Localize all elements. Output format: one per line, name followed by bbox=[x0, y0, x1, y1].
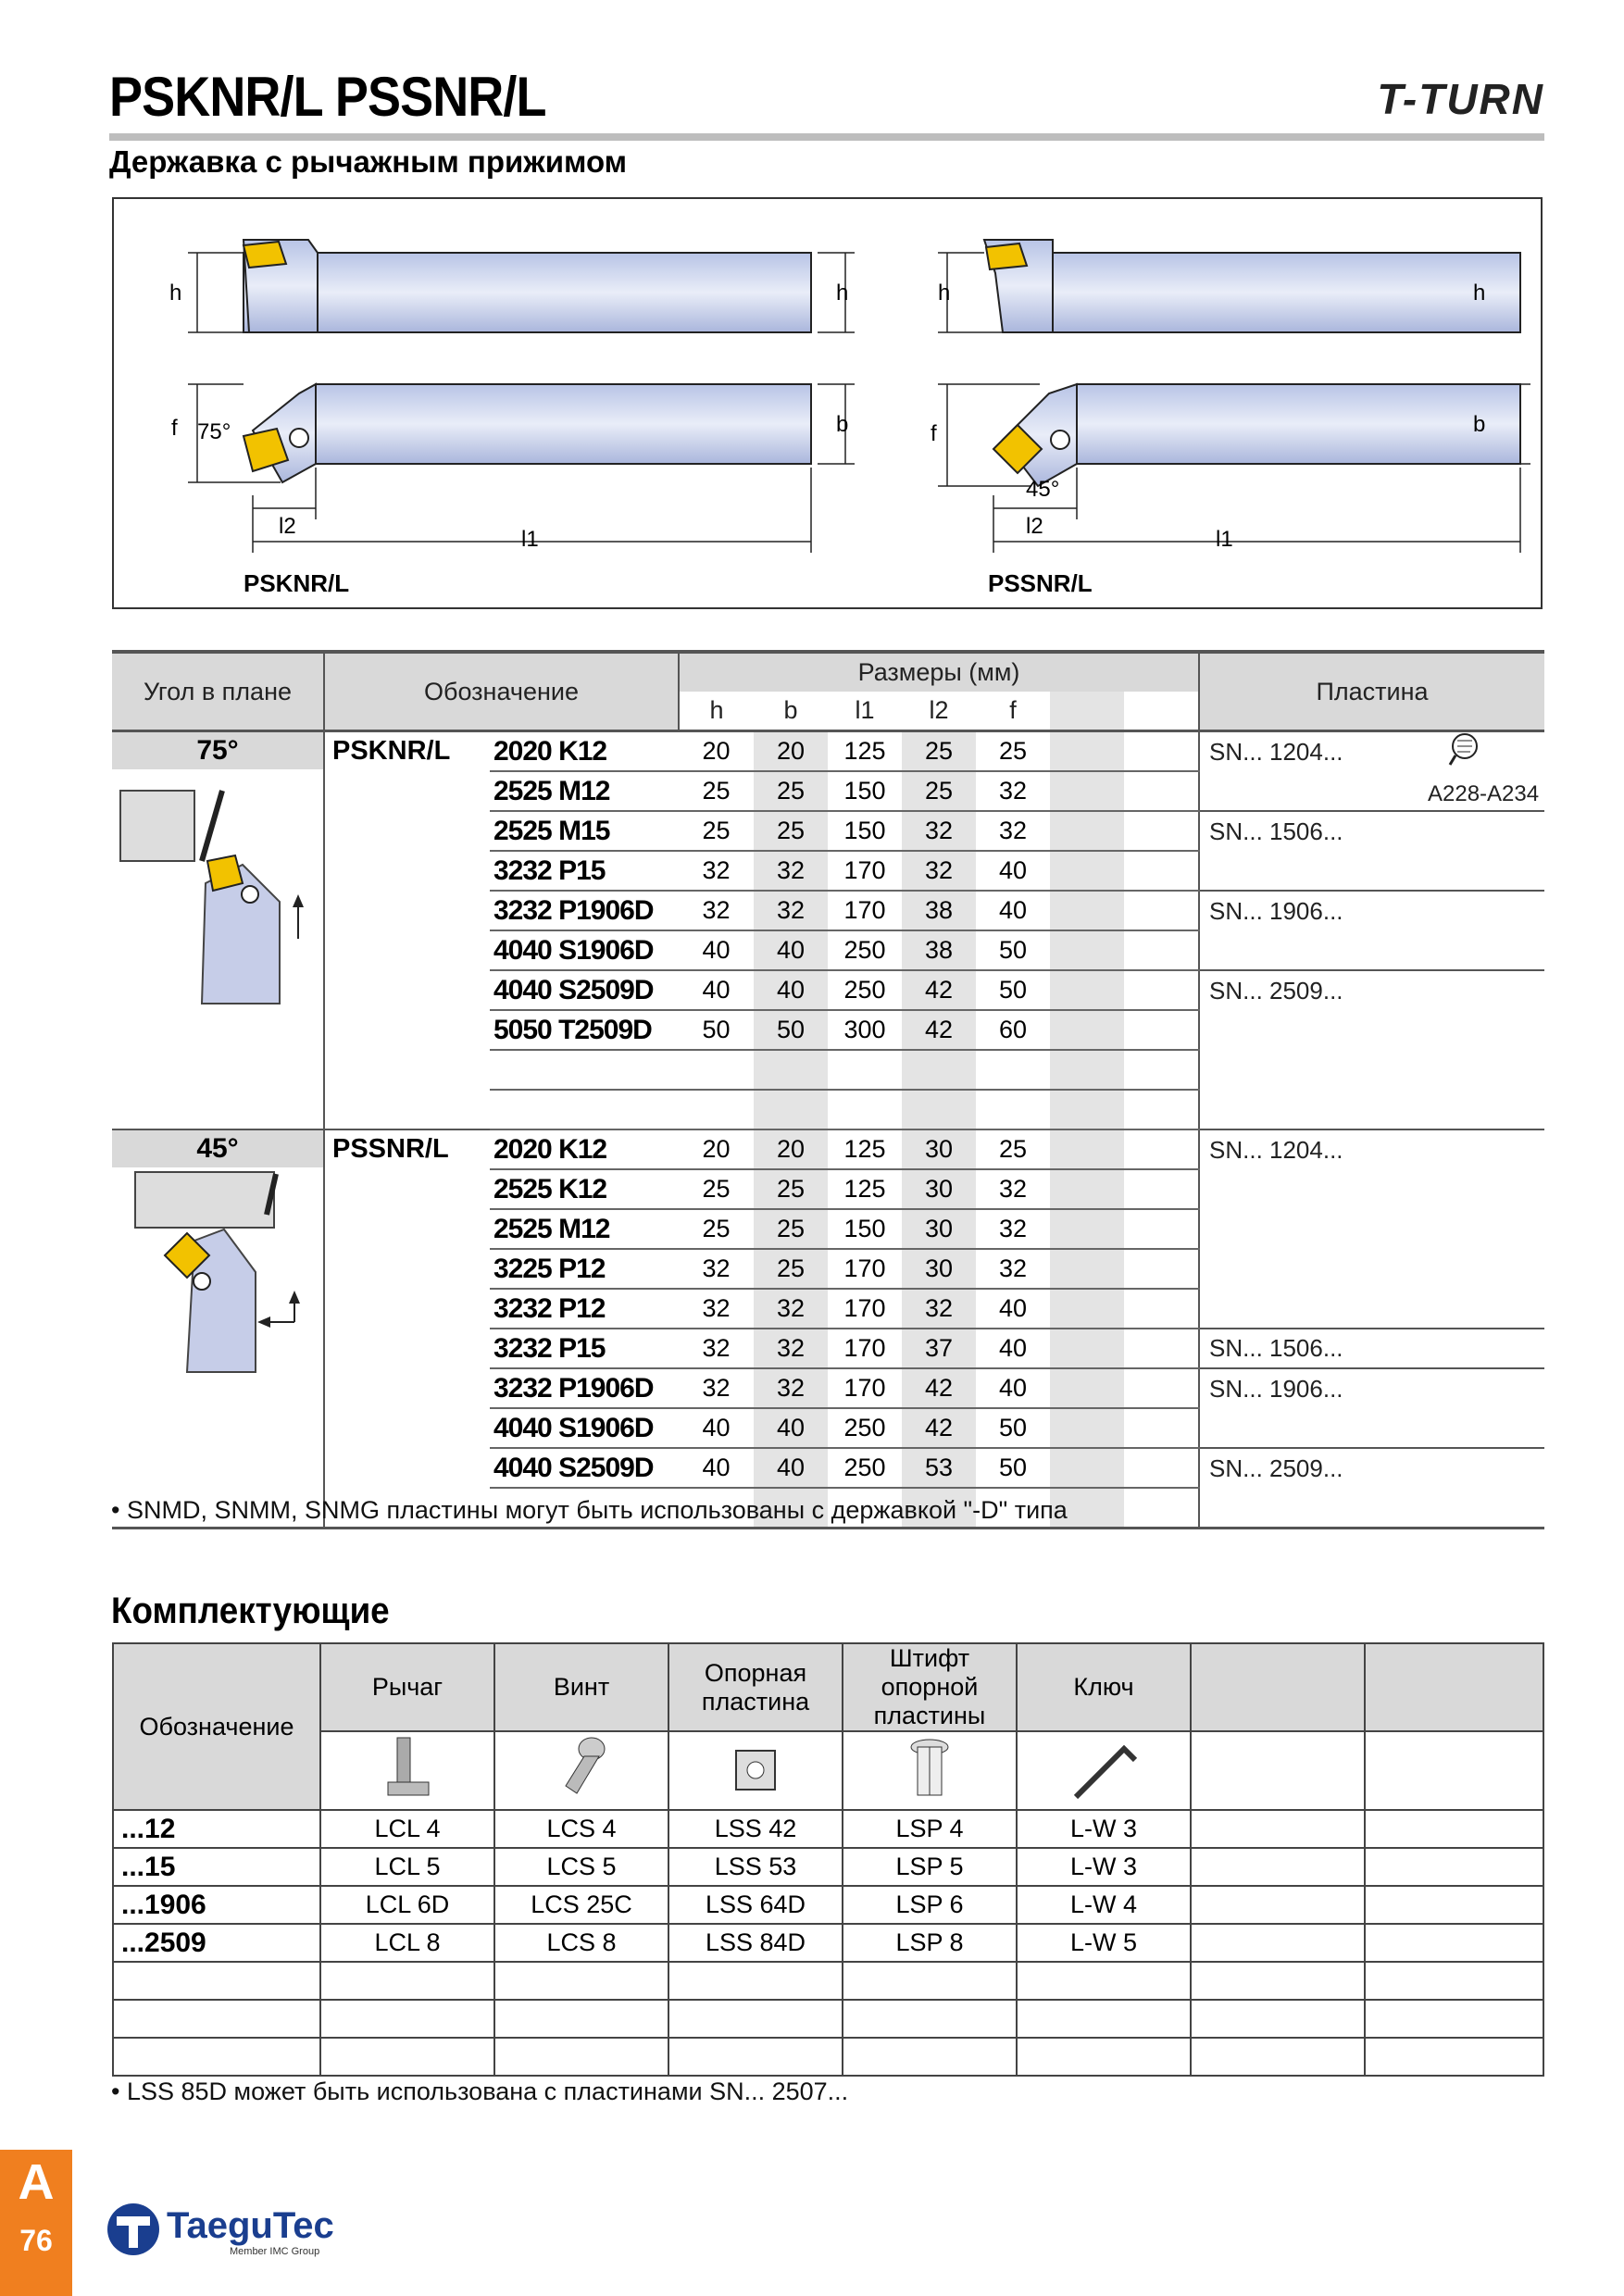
insert-cell: SN... 1906... bbox=[1199, 1368, 1431, 1408]
logo-text: TaeguTec bbox=[167, 2205, 334, 2246]
acc-pin: LSP 5 bbox=[843, 1848, 1017, 1886]
dim-l2: l2 bbox=[279, 514, 296, 539]
cell-b: 20 bbox=[754, 1129, 828, 1169]
dim-l1: l1 bbox=[521, 527, 539, 552]
dim-b: b bbox=[836, 412, 849, 437]
dim-h: h bbox=[938, 281, 951, 306]
th-insert: Пластина bbox=[1199, 652, 1544, 731]
acc-key: L-W 3 bbox=[1017, 1810, 1191, 1848]
insert-cell bbox=[1199, 1249, 1431, 1289]
cell-h: 20 bbox=[679, 731, 754, 772]
cell-l2: 38 bbox=[902, 891, 976, 930]
cell-b: 25 bbox=[754, 1209, 828, 1249]
dim-b: b bbox=[1473, 412, 1486, 437]
cell-f: 40 bbox=[976, 1368, 1050, 1408]
dim-h: h bbox=[169, 281, 182, 306]
cell-h bbox=[679, 1050, 754, 1090]
acc-code: ...15 bbox=[113, 1848, 320, 1886]
table-row bbox=[112, 731, 1544, 772]
key-icon bbox=[1017, 1731, 1191, 1810]
brand-logo: T-TURN bbox=[1377, 75, 1544, 123]
pin-icon bbox=[843, 1731, 1017, 1810]
cell-h: 25 bbox=[679, 771, 754, 811]
cell-l2 bbox=[902, 1090, 976, 1129]
page-number: 76 bbox=[19, 2224, 53, 2257]
drawing-box bbox=[112, 197, 1543, 609]
cell-l1: 250 bbox=[828, 930, 902, 970]
designation-code: 3232 P15 bbox=[490, 851, 679, 891]
cell-b: 25 bbox=[754, 1169, 828, 1209]
fig-label-psknr: PSKNR/L bbox=[244, 569, 350, 597]
cell-h: 32 bbox=[679, 1368, 754, 1408]
designation-code: 4040 S2509D bbox=[490, 970, 679, 1010]
insert-cell: SN... 1506... bbox=[1199, 1329, 1431, 1368]
cell-l1: 170 bbox=[828, 851, 902, 891]
catalog-reference-icon bbox=[1448, 731, 1481, 768]
logo-subtext: Member IMC Group bbox=[230, 2246, 320, 2257]
cell-b bbox=[754, 1050, 828, 1090]
cell-f: 32 bbox=[976, 1249, 1050, 1289]
accessory-row bbox=[113, 1962, 1543, 2000]
cell-f: 50 bbox=[976, 1448, 1050, 1488]
th-dimensions: Размеры (мм) bbox=[679, 652, 1199, 692]
acc-key: L-W 4 bbox=[1017, 1886, 1191, 1924]
cell-h: 25 bbox=[679, 811, 754, 851]
acc-pin: LSP 4 bbox=[843, 1810, 1017, 1848]
cell-l1: 250 bbox=[828, 1448, 902, 1488]
insert-cell bbox=[1199, 1090, 1431, 1129]
cell-f bbox=[976, 1090, 1050, 1129]
designation-code: 4040 S2509D bbox=[490, 1448, 679, 1488]
cell-b: 25 bbox=[754, 811, 828, 851]
taegutec-logo bbox=[104, 2200, 163, 2264]
cell-h: 50 bbox=[679, 1010, 754, 1050]
cell-b: 40 bbox=[754, 1408, 828, 1448]
insert-cell bbox=[1199, 1408, 1431, 1448]
acc-code: ...2509 bbox=[113, 1924, 320, 1962]
cell-l2: 42 bbox=[902, 1010, 976, 1050]
cell-l1: 150 bbox=[828, 1209, 902, 1249]
cell-l2: 53 bbox=[902, 1448, 976, 1488]
cell-l1: 125 bbox=[828, 1129, 902, 1169]
acc-code: ...12 bbox=[113, 1810, 320, 1848]
cell-b: 50 bbox=[754, 1010, 828, 1050]
cell-f: 50 bbox=[976, 970, 1050, 1010]
page-title: PSKNR/L PSSNR/L bbox=[109, 66, 546, 128]
accessory-row bbox=[113, 2000, 1543, 2038]
dim-l2: l2 bbox=[1026, 514, 1043, 539]
cell-l1: 125 bbox=[828, 1169, 902, 1209]
lever-icon bbox=[320, 1731, 494, 1810]
angle-label: 45° bbox=[112, 1130, 323, 1167]
cell-b: 25 bbox=[754, 1249, 828, 1289]
designation-code: 2525 M15 bbox=[490, 811, 679, 851]
cell-f: 25 bbox=[976, 1129, 1050, 1169]
accessories-note: • LSS 85D может быть использована с пластинами SN... 2507... bbox=[111, 2078, 849, 2105]
designation-code: 2525 K12 bbox=[490, 1169, 679, 1209]
cell-l2: 25 bbox=[902, 731, 976, 772]
cell-f: 32 bbox=[976, 771, 1050, 811]
designation-code bbox=[490, 1090, 679, 1129]
cell-b bbox=[754, 1090, 828, 1129]
cell-h: 25 bbox=[679, 1169, 754, 1209]
cell-b: 32 bbox=[754, 891, 828, 930]
page-subtitle: Державка с рычажным прижимом bbox=[109, 144, 628, 179]
cell-h: 32 bbox=[679, 891, 754, 930]
acc-shim: LSS 84D bbox=[668, 1924, 843, 1962]
acc-pin: LSP 6 bbox=[843, 1886, 1017, 1924]
designation-code: 2525 M12 bbox=[490, 1209, 679, 1249]
cell-l1: 170 bbox=[828, 891, 902, 930]
insert-cell bbox=[1199, 930, 1431, 970]
cell-f: 50 bbox=[976, 1408, 1050, 1448]
cell-l1 bbox=[828, 1090, 902, 1129]
cell-l2: 30 bbox=[902, 1129, 976, 1169]
cell-l1: 300 bbox=[828, 1010, 902, 1050]
designation-code: 3232 P15 bbox=[490, 1329, 679, 1368]
tool-drawings bbox=[114, 199, 1541, 607]
cell-l2: 42 bbox=[902, 970, 976, 1010]
acc-screw: LCS 4 bbox=[494, 1810, 668, 1848]
insert-cell bbox=[1199, 1289, 1431, 1329]
acc-lever: LCL 8 bbox=[320, 1924, 494, 1962]
insert-cell: SN... 1906... bbox=[1199, 891, 1431, 930]
cell-f: 50 bbox=[976, 930, 1050, 970]
cell-l1 bbox=[828, 1050, 902, 1090]
cell-b: 32 bbox=[754, 1329, 828, 1368]
dim-l1: l1 bbox=[1216, 527, 1233, 552]
accessory-row bbox=[113, 1848, 1543, 1886]
angle-label: 75° bbox=[112, 732, 323, 769]
cell-h: 40 bbox=[679, 1448, 754, 1488]
accessories-title: Комплектующие bbox=[111, 1591, 390, 1631]
designation-code bbox=[490, 1050, 679, 1090]
cell-f: 40 bbox=[976, 1289, 1050, 1329]
th-b: b bbox=[754, 692, 828, 731]
acc-th-screw: Винт bbox=[494, 1643, 668, 1731]
cell-f: 40 bbox=[976, 1329, 1050, 1368]
cell-l2: 32 bbox=[902, 811, 976, 851]
acc-lever: LCL 5 bbox=[320, 1848, 494, 1886]
cell-l2: 42 bbox=[902, 1368, 976, 1408]
insert-cell bbox=[1199, 1209, 1431, 1249]
designation-code: 2020 K12 bbox=[490, 1129, 679, 1169]
cell-h: 25 bbox=[679, 1209, 754, 1249]
acc-th-pin: Штифт опорной пластины bbox=[843, 1643, 1017, 1731]
acc-shim: LSS 53 bbox=[668, 1848, 843, 1886]
cell-b: 40 bbox=[754, 930, 828, 970]
designation-code: 2525 M12 bbox=[490, 771, 679, 811]
accessory-row bbox=[113, 1886, 1543, 1924]
insert-cell bbox=[1199, 771, 1431, 811]
accessories-table bbox=[112, 1642, 1544, 2077]
designation-code: 4040 S1906D bbox=[490, 1408, 679, 1448]
family-label: PSSNR/L bbox=[332, 1134, 449, 1164]
angle-75: 75° bbox=[197, 419, 231, 444]
insert-cell bbox=[1199, 1050, 1431, 1090]
section-letter: A bbox=[18, 2154, 55, 2210]
insert-cell: SN... 2509... bbox=[1199, 1448, 1431, 1488]
cell-f bbox=[976, 1050, 1050, 1090]
acc-th-lever: Рычаг bbox=[320, 1643, 494, 1731]
accessory-row bbox=[113, 1924, 1543, 1962]
th-designation: Обозначение bbox=[324, 652, 679, 731]
cell-h bbox=[679, 1090, 754, 1129]
cell-l1: 170 bbox=[828, 1368, 902, 1408]
acc-shim: LSS 42 bbox=[668, 1810, 843, 1848]
cell-f: 25 bbox=[976, 731, 1050, 772]
cell-l2 bbox=[902, 1050, 976, 1090]
cell-l2: 30 bbox=[902, 1209, 976, 1249]
cell-b: 32 bbox=[754, 1289, 828, 1329]
insert-cell: SN... 1204... bbox=[1199, 731, 1431, 772]
cell-b: 40 bbox=[754, 1448, 828, 1488]
catalog-reference[interactable]: A228-A234 bbox=[1428, 781, 1540, 806]
acc-th-key: Ключ bbox=[1017, 1643, 1191, 1731]
cell-h: 40 bbox=[679, 930, 754, 970]
dim-f: f bbox=[931, 421, 937, 446]
insert-cell bbox=[1199, 1169, 1431, 1209]
cell-l1: 170 bbox=[828, 1329, 902, 1368]
cell-f: 32 bbox=[976, 1169, 1050, 1209]
cell-h: 40 bbox=[679, 970, 754, 1010]
family-label: PSKNR/L bbox=[332, 736, 451, 766]
insert-cell: SN... 1204... bbox=[1199, 1129, 1431, 1169]
cell-l2: 37 bbox=[902, 1329, 976, 1368]
cell-l2: 25 bbox=[902, 771, 976, 811]
cell-b: 32 bbox=[754, 1368, 828, 1408]
cell-f: 60 bbox=[976, 1010, 1050, 1050]
cell-l1: 250 bbox=[828, 970, 902, 1010]
acc-shim: LSS 64D bbox=[668, 1886, 843, 1924]
acc-screw: LCS 5 bbox=[494, 1848, 668, 1886]
acc-th-designation: Обозначение bbox=[113, 1643, 320, 1810]
cell-f: 40 bbox=[976, 851, 1050, 891]
designation-code: 3232 P1906D bbox=[490, 1368, 679, 1408]
cell-b: 20 bbox=[754, 731, 828, 772]
cell-l1: 170 bbox=[828, 1289, 902, 1329]
designation-code: 2020 K12 bbox=[490, 731, 679, 772]
insert-cell: SN... 2509... bbox=[1199, 970, 1431, 1010]
acc-pin: LSP 8 bbox=[843, 1924, 1017, 1962]
insert-cell bbox=[1199, 1488, 1431, 1529]
cell-b: 32 bbox=[754, 851, 828, 891]
cell-h: 32 bbox=[679, 851, 754, 891]
dimensions-table bbox=[112, 650, 1544, 1529]
screw-icon bbox=[494, 1731, 668, 1810]
acc-screw: LCS 8 bbox=[494, 1924, 668, 1962]
dim-h: h bbox=[836, 281, 849, 306]
cell-l2: 42 bbox=[902, 1408, 976, 1448]
th-angle: Угол в плане bbox=[112, 652, 324, 731]
cell-b: 40 bbox=[754, 970, 828, 1010]
cell-l1: 150 bbox=[828, 771, 902, 811]
dim-f: f bbox=[171, 416, 178, 441]
th-l2: l2 bbox=[902, 692, 976, 731]
acc-code: ...1906 bbox=[113, 1886, 320, 1924]
cell-h: 32 bbox=[679, 1329, 754, 1368]
pssnr-illustration bbox=[113, 1159, 317, 1386]
designation-code: 3225 P12 bbox=[490, 1249, 679, 1289]
header-rule bbox=[109, 133, 1544, 141]
accessory-row bbox=[113, 1810, 1543, 1848]
acc-key: L-W 5 bbox=[1017, 1924, 1191, 1962]
shim-icon bbox=[668, 1731, 843, 1810]
cell-f: 32 bbox=[976, 1209, 1050, 1249]
cell-l2: 32 bbox=[902, 851, 976, 891]
cell-l2: 38 bbox=[902, 930, 976, 970]
designation-code: 4040 S1906D bbox=[490, 930, 679, 970]
th-h: h bbox=[679, 692, 754, 731]
designation-code: 3232 P1906D bbox=[490, 891, 679, 930]
cell-h: 20 bbox=[679, 1129, 754, 1169]
cell-l1: 170 bbox=[828, 1249, 902, 1289]
table-note: • SNMD, SNMM, SNMG пластины могут быть использованы с державкой "-D" типа bbox=[111, 1496, 1068, 1524]
cell-l2: 32 bbox=[902, 1289, 976, 1329]
cell-l1: 150 bbox=[828, 811, 902, 851]
acc-lever: LCL 4 bbox=[320, 1810, 494, 1848]
cell-l1: 125 bbox=[828, 731, 902, 772]
acc-lever: LCL 6D bbox=[320, 1886, 494, 1924]
acc-key: L-W 3 bbox=[1017, 1848, 1191, 1886]
table-row bbox=[112, 1129, 1544, 1169]
cell-h: 32 bbox=[679, 1249, 754, 1289]
designation-code: 5050 T2509D bbox=[490, 1010, 679, 1050]
cell-f: 40 bbox=[976, 891, 1050, 930]
fig-label-pssnr: PSSNR/L bbox=[988, 569, 1093, 597]
cell-l1: 250 bbox=[828, 1408, 902, 1448]
dim-h: h bbox=[1473, 281, 1486, 306]
section-tab bbox=[0, 2150, 72, 2296]
cell-l2: 30 bbox=[902, 1169, 976, 1209]
insert-cell: SN... 1506... bbox=[1199, 811, 1431, 851]
insert-cell bbox=[1199, 851, 1431, 891]
acc-th-shim: Опорная пластина bbox=[668, 1643, 843, 1731]
designation-code: 3232 P12 bbox=[490, 1289, 679, 1329]
cell-b: 25 bbox=[754, 771, 828, 811]
th-f: f bbox=[976, 692, 1050, 731]
insert-cell bbox=[1199, 1010, 1431, 1050]
th-l1: l1 bbox=[828, 692, 902, 731]
accessory-row bbox=[113, 2038, 1543, 2076]
cell-h: 32 bbox=[679, 1289, 754, 1329]
angle-45: 45° bbox=[1026, 477, 1060, 502]
psknr-illustration bbox=[113, 772, 317, 1017]
cell-l2: 30 bbox=[902, 1249, 976, 1289]
cell-h: 40 bbox=[679, 1408, 754, 1448]
acc-screw: LCS 25C bbox=[494, 1886, 668, 1924]
cell-f: 32 bbox=[976, 811, 1050, 851]
